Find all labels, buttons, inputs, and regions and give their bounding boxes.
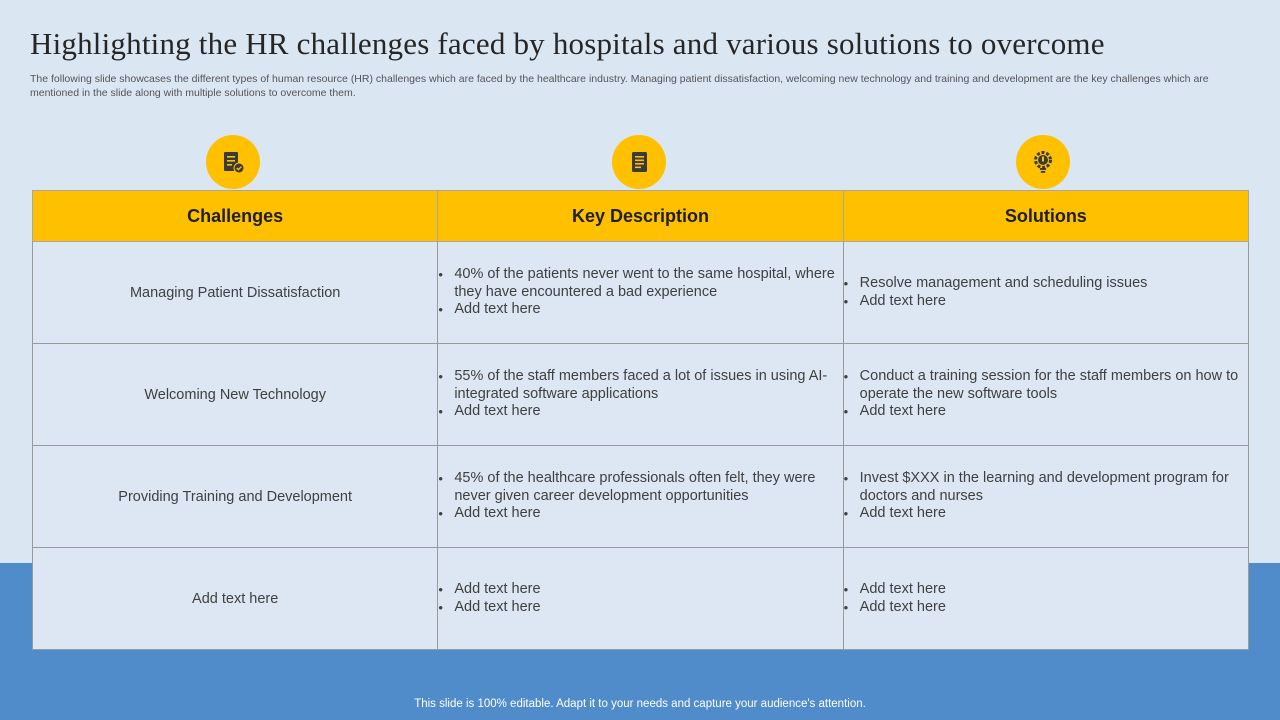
list-item: • Invest $XXX in the learning and development program for doctors and nurses: [860, 470, 1248, 505]
page-subtitle: The following slide showcases the different types of human resource (HR) challenges which are faced by the healthcare industry. Managing patient dissatisfaction, welcoming new technology and training and development are the key challenges which are mentioned in the slide along with multiple solutions to overcome them.: [30, 73, 1209, 99]
description-cell: [438, 344, 843, 446]
lightbulb-gear-icon: [1016, 135, 1070, 189]
list-item: • Add text here: [454, 301, 842, 319]
table-row: [33, 446, 1249, 548]
table-row: [33, 548, 1249, 650]
challenge-cell: Providing Training and Development: [33, 446, 438, 548]
solution-cell: [843, 344, 1248, 446]
footer-note: This slide is 100% editable. Adapt it to your needs and capture your audience's attention.: [414, 698, 866, 710]
list-item: • Resolve management and scheduling issues: [860, 275, 1248, 293]
checklist-icon: [206, 135, 260, 189]
solution-cell: [843, 446, 1248, 548]
list-item: • Add text here: [860, 293, 1248, 311]
list-item: • Add text here: [860, 505, 1248, 523]
page-title: Highlighting the HR challenges faced by hospitals and various solutions to overcome: [30, 26, 1105, 61]
document-icon: [612, 135, 666, 189]
solution-cell: [843, 548, 1248, 650]
challenge-cell: Add text here: [33, 548, 438, 650]
header-key-description: Key Description: [438, 191, 843, 242]
list-item: • Add text here: [454, 505, 842, 523]
description-cell: [438, 548, 843, 650]
challenge-cell: Managing Patient Dissatisfaction: [33, 242, 438, 344]
list-item: • 55% of the staff members faced a lot of issues in using AI-integrated software applications: [454, 368, 842, 403]
solution-cell: [843, 242, 1248, 344]
list-item: • Add text here: [454, 599, 842, 617]
header-challenges: Challenges: [33, 191, 438, 242]
header-solutions: Solutions: [843, 191, 1248, 242]
description-cell: [438, 446, 843, 548]
list-item: • Add text here: [454, 403, 842, 421]
table-row: [33, 344, 1249, 446]
list-item: • 45% of the healthcare professionals often felt, they were never given career development opportunities: [454, 470, 842, 505]
list-item: • Add text here: [860, 581, 1248, 599]
table-row: [33, 242, 1249, 344]
list-item: • 40% of the patients never went to the same hospital, where they have encountered a bad experience: [454, 266, 842, 301]
list-item: • Add text here: [454, 581, 842, 599]
list-item: • Add text here: [860, 599, 1248, 617]
table-header-row: [33, 191, 1249, 242]
challenge-cell: Welcoming New Technology: [33, 344, 438, 446]
list-item: • Conduct a training session for the staff members on how to operate the new software tools: [860, 368, 1248, 403]
challenges-table: [32, 190, 1249, 650]
description-cell: [438, 242, 843, 344]
list-item: • Add text here: [860, 403, 1248, 421]
